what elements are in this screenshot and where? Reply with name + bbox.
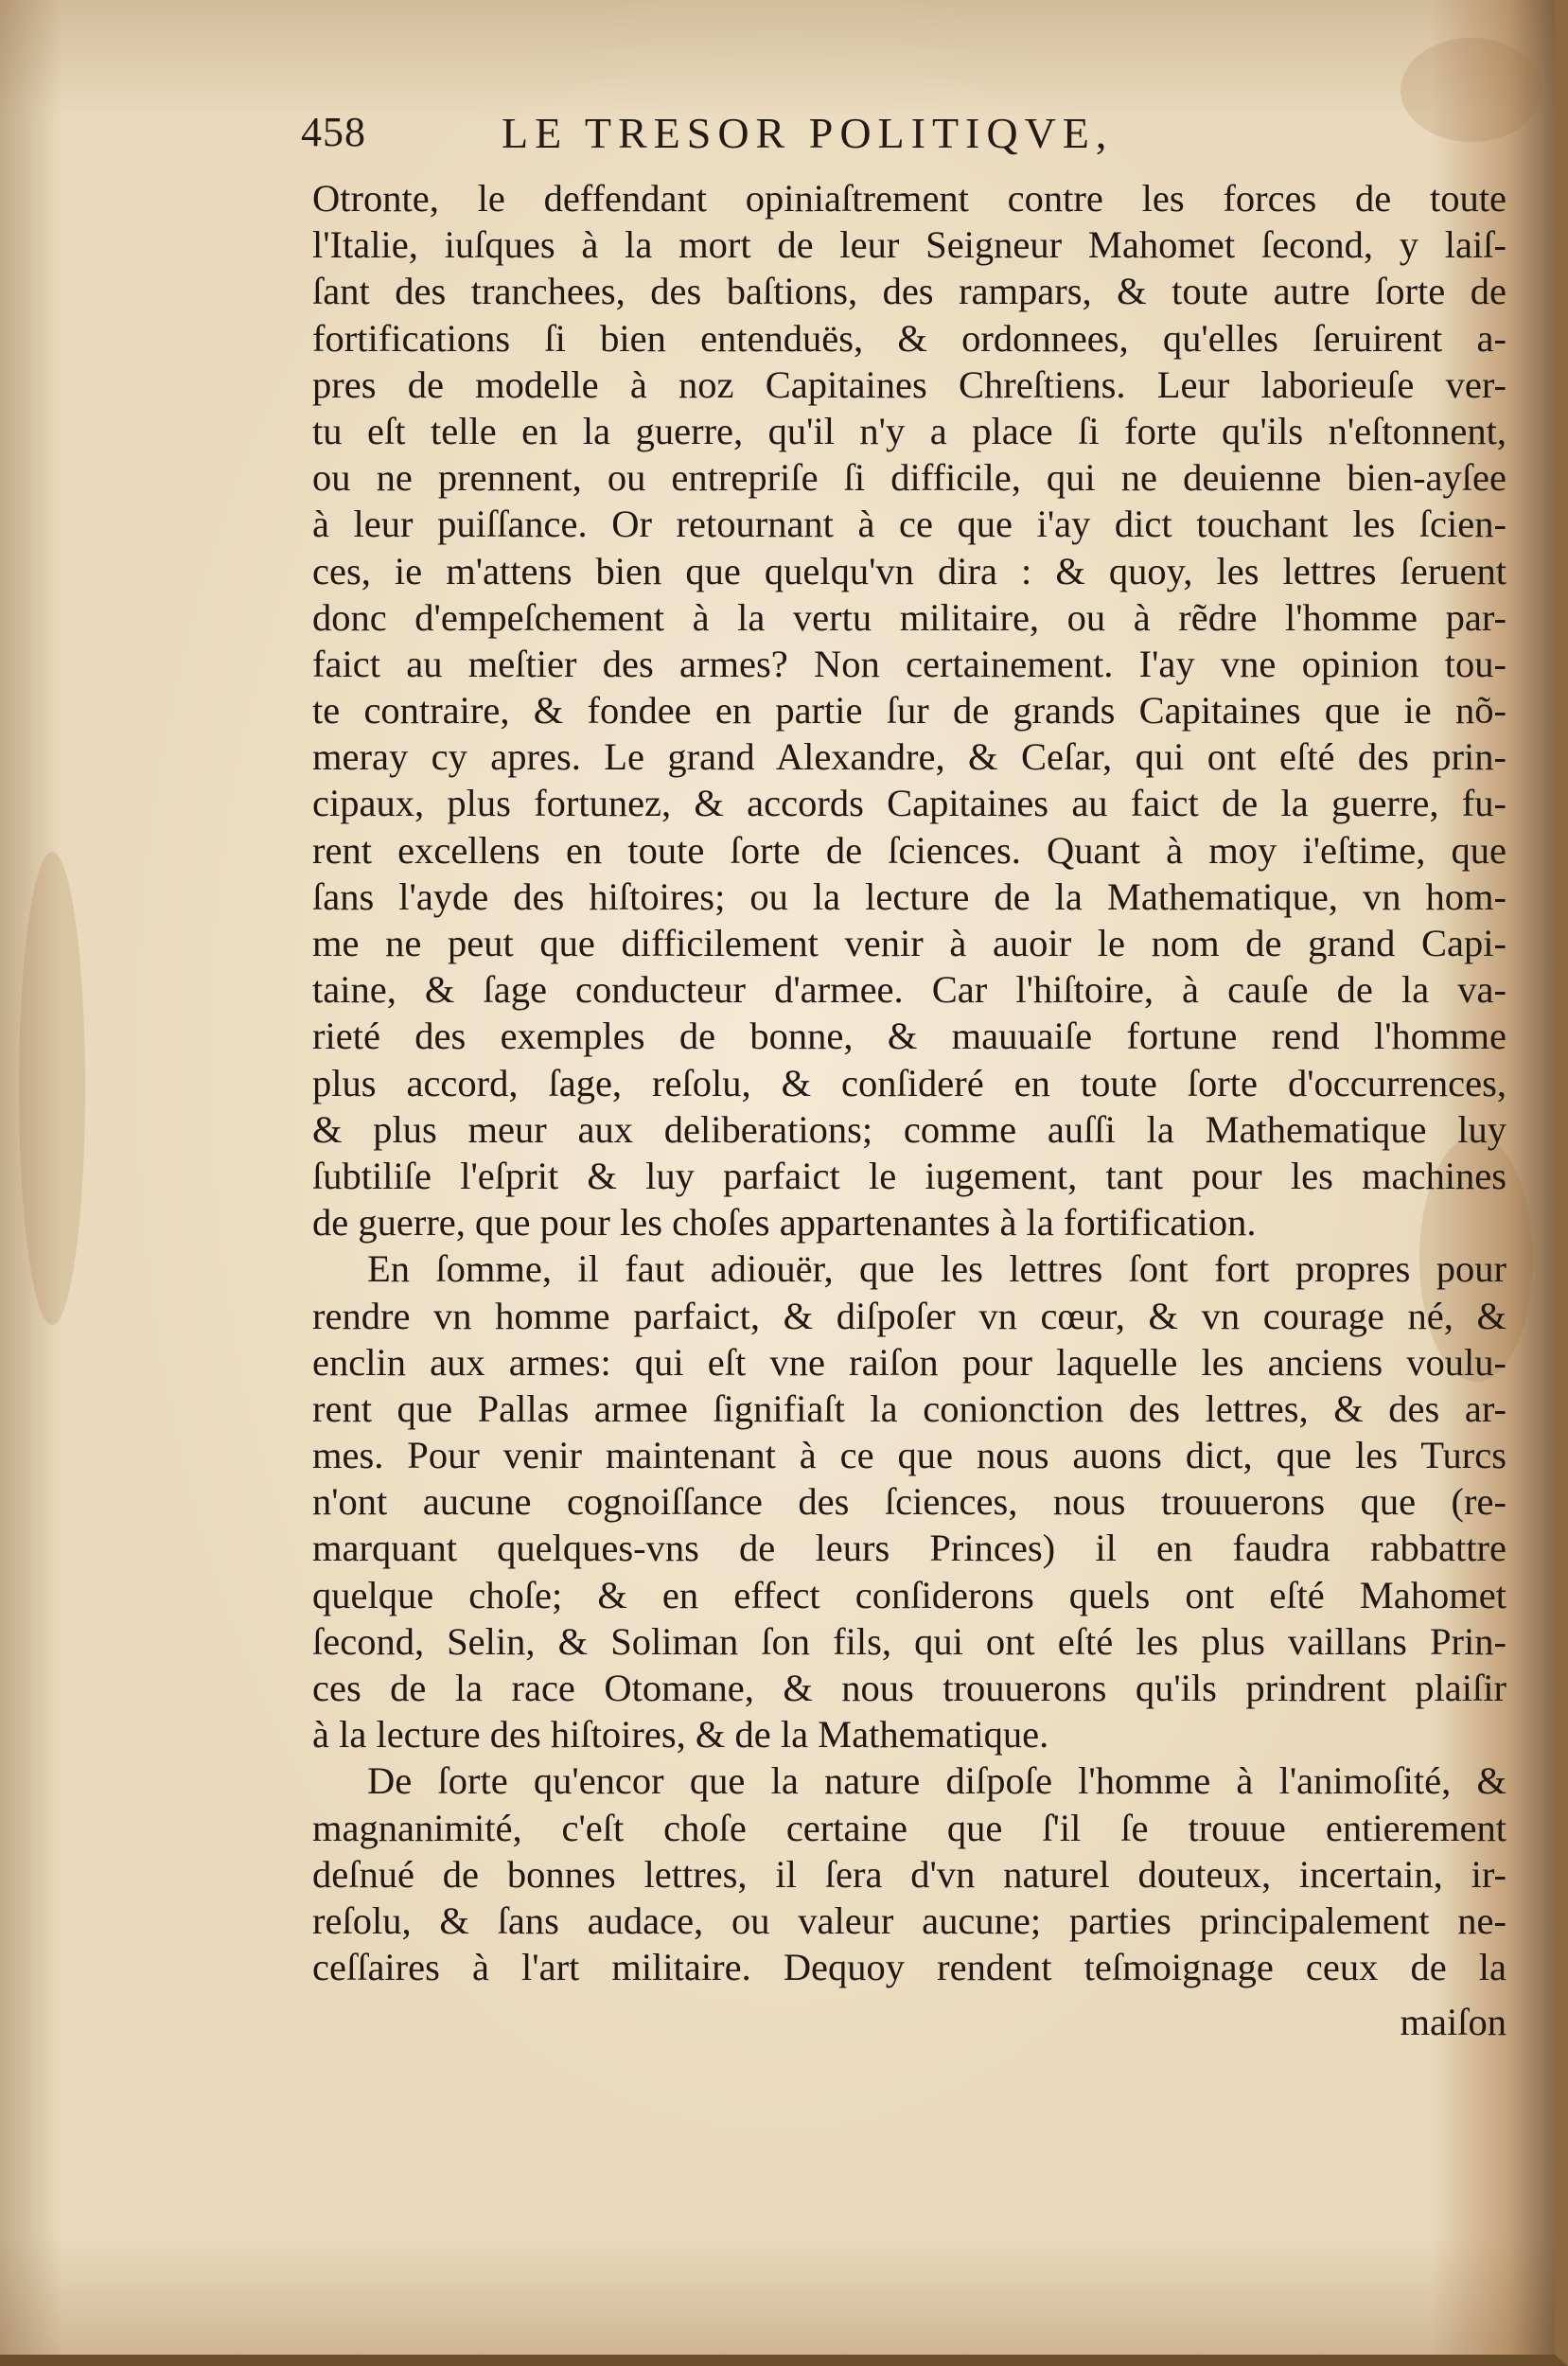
text-line: rent que Pallas armee ſignifiaſt la conionction des lettres, & des ar-	[312, 1386, 1506, 1430]
text-line: ces de la race Otomane, & nous trouuerons qu'ils prindrent plaiſir	[312, 1667, 1506, 1709]
text-line: tu eſt telle en la guerre, qu'il n'y a place ſi forte qu'ils n'eſtonnent,	[312, 409, 1506, 452]
text-line: rendre vn homme parfaict, & diſpoſer vn cœur, & vn courage né, &	[312, 1294, 1506, 1337]
text-line: te contraire, & fondee en partie ſur de grands Capitaines que ie nõ-	[312, 689, 1506, 733]
text-line: magnanimité, c'eſt choſe certaine que ſ'il ſe trouue entierement	[312, 1806, 1506, 1849]
text-line: & plus meur aux deliberations; comme auſſi la Mathematique luy	[312, 1107, 1506, 1151]
text-line: quelque choſe; & en effect conſiderons quels ont eſté Mahomet	[312, 1573, 1506, 1616]
text-line: marquant quelques-vns de leurs Princes) il en faudra rabbattre	[312, 1527, 1506, 1570]
text-line: reſolu, & ſans audace, ou valeur aucune; parties principalement ne-	[312, 1898, 1506, 1942]
text-line: mes. Pour venir maintenant à ce que nous auons dict, que les Turcs	[312, 1434, 1506, 1477]
catchword: maiſon	[1400, 2001, 1506, 2043]
text-line: ſubtiliſe l'eſprit & luy parfaict le iugement, tant pour les machines	[312, 1154, 1506, 1197]
text-line: plus accord, ſage, reſolu, & conſideré en toute ſorte d'occurrences,	[312, 1061, 1506, 1104]
text-line: rieté des exemples de bonne, & mauuaiſe fortune rend l'homme	[312, 1015, 1506, 1058]
text-line: taine, & ſage conducteur d'armee. Car l'hiſtoire, à cauſe de la va-	[312, 968, 1506, 1012]
text-line: rent excellens en toute ſorte de ſciences. Quant à moy i'eſtime, que	[312, 828, 1506, 872]
text-line: ſans l'ayde des hiſtoires; ou la lecture de la Mathematique, vn hom-	[312, 874, 1506, 918]
text-line: ces, ie m'attens bien que quelqu'vn dira : & quoy, les lettres ſeruent	[312, 549, 1506, 592]
paragraph-start-line: En ſomme, il faut adiouër, que les lettres ſont fort propres pour	[367, 1247, 1506, 1291]
text-line: donc d'empeſchement à la vertu militaire, ou à rẽdre l'homme par-	[312, 595, 1506, 639]
text-line: n'ont aucune cognoiſſance des ſciences, nous trouuerons que (re-	[312, 1480, 1506, 1524]
text-line: ſecond, Selin, & Soliman ſon fils, qui ont eſté les plus vaillans Prin-	[312, 1619, 1506, 1663]
page-header	[301, 108, 1493, 174]
text-line: deſnué de bonnes lettres, il ſera d'vn naturel douteux, incertain, ir-	[312, 1852, 1506, 1896]
text-line: enclin aux armes: qui eſt vne raiſon pour laquelle les anciens voulu-	[312, 1340, 1506, 1384]
text-line: l'Italie, iuſques à la mort de leur Seigneur Mahomet ſecond, y laiſ-	[312, 223, 1506, 267]
text-line: faict au meſtier des armes? Non certainement. I'ay vne opinion tou-	[312, 642, 1506, 685]
text-line: à leur puiſſance. Or retournant à ce que i'ay dict touchant les ſcien-	[312, 503, 1506, 546]
text-line: de guerre, que pour les choſes appartenantes à la fortification.	[312, 1201, 1257, 1245]
paragraph-start-line: De ſorte qu'encor que la nature diſpoſe l'homme à l'animoſité, &	[367, 1759, 1506, 1803]
text-line: ou ne prennent, ou entrepriſe ſi difficile, qui ne deuienne bien-ayſee	[312, 456, 1506, 500]
text-line: pres de modelle à noz Capitaines Chreſtiens. Leur laborieuſe ver-	[312, 362, 1506, 406]
text-line: Otronte, le deffendant opiniaſtrement contre les forces de toute	[312, 177, 1506, 220]
text-line: cipaux, plus fortunez, & accords Capitaines au faict de la guerre, fu-	[312, 782, 1506, 825]
text-line: à la lecture des hiſtoires, & de la Mathematique.	[312, 1713, 1049, 1757]
page-number: 458	[301, 109, 366, 155]
text-line: ſant des tranchees, des baſtions, des rampars, & toute autre ſorte de	[312, 270, 1506, 313]
running-title: LE TRESOR POLITIQVE,	[502, 109, 1114, 157]
text-line: fortifications ſi bien entenduës, & ordonnees, qu'elles ſeruirent a-	[312, 316, 1506, 360]
text-line: meray cy apres. Le grand Alexandre, & Ceſar, qui ont eſté des prin-	[312, 735, 1506, 779]
body-text	[312, 175, 1506, 1990]
text-line: me ne peut que difficilement venir à auoir le nom de grand Capi-	[312, 922, 1506, 964]
paper-stain	[19, 852, 85, 1325]
text-line: ceſſaires à l'art militaire. Dequoy rendent teſmoignage ceux de la	[312, 1946, 1506, 1989]
